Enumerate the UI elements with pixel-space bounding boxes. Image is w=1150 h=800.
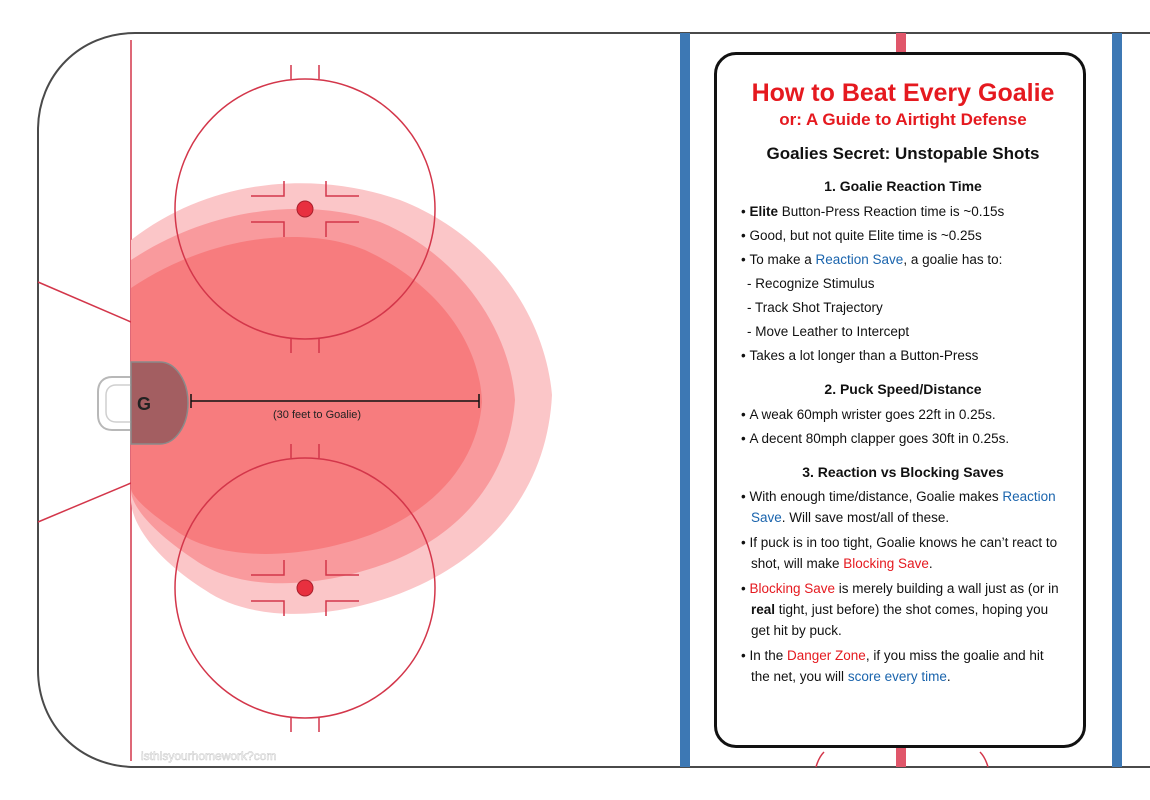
info-secret-heading: Goalies Secret: Unstopable Shots <box>766 144 1040 163</box>
info-subtitle: or: A Guide to Airtight Defense <box>779 110 1027 129</box>
watermark: isthisyourhomework?com <box>141 749 277 763</box>
faceoff-dot-top <box>297 201 313 217</box>
list-item: • If puck is in too tight, Goalie knows he can’t react to shot, will make Blocking Save. <box>741 532 1065 574</box>
list-item: • Good, but not quite Elite time is ~0.25s <box>741 224 1065 248</box>
info-title: How to Beat Every Goalie <box>751 79 1055 107</box>
trapezoid-line-top <box>38 282 131 322</box>
blue-line-left <box>680 33 690 767</box>
trapezoid-line-bottom <box>38 483 131 522</box>
section3-list <box>741 486 1065 687</box>
list-item: • With enough time/distance, Goalie makes Reaction Save. Will save most/all of these. <box>741 486 1065 528</box>
section1-list <box>741 200 1065 368</box>
section3-heading: 3. Reaction vs Blocking Saves <box>802 464 1004 480</box>
section2-heading: 2. Puck Speed/Distance <box>824 381 982 397</box>
blocking-save-term: Blocking Save <box>843 556 929 571</box>
list-item: • A decent 80mph clapper goes 30ft in 0.25s. <box>741 427 1065 451</box>
reaction-save-term: Reaction Save <box>815 252 904 267</box>
list-item: • In the Danger Zone, if you miss the goalie and hit the net, you will score every time. <box>741 645 1065 687</box>
list-subitem: - Recognize Stimulus <box>747 276 875 291</box>
goalie-label: G <box>137 394 152 414</box>
list-item: • To make a Reaction Save, a goalie has to: <box>741 248 1065 272</box>
blue-line-right <box>1112 33 1122 767</box>
faceoff-dot-bottom <box>297 580 313 596</box>
list-item: • A weak 60mph wrister goes 22ft in 0.25s. <box>741 403 1065 427</box>
distance-label: (30 feet to Goalie) <box>273 409 362 421</box>
reaction-save-term: Reaction Save <box>751 489 1056 525</box>
list-item: • Elite Button-Press Reaction time is ~0.15s <box>741 200 1065 224</box>
section2-list <box>741 403 1065 451</box>
score-every-time-term: score every time <box>847 669 947 684</box>
blocking-save-term: Blocking Save <box>749 581 836 596</box>
list-item: • Blocking Save is merely building a wall just as (or in real tight, just before) the shot comes, hoping you get hit by puck. <box>741 578 1065 641</box>
list-subitem: - Track Shot Trajectory <box>747 300 883 315</box>
info-panel <box>714 52 1086 748</box>
section1-heading: 1. Goalie Reaction Time <box>824 178 982 194</box>
list-subitem: - Move Leather to Intercept <box>747 324 910 339</box>
danger-zone-term: Danger Zone <box>787 648 866 663</box>
list-item: • Takes a lot longer than a Button-Press <box>741 344 1065 368</box>
